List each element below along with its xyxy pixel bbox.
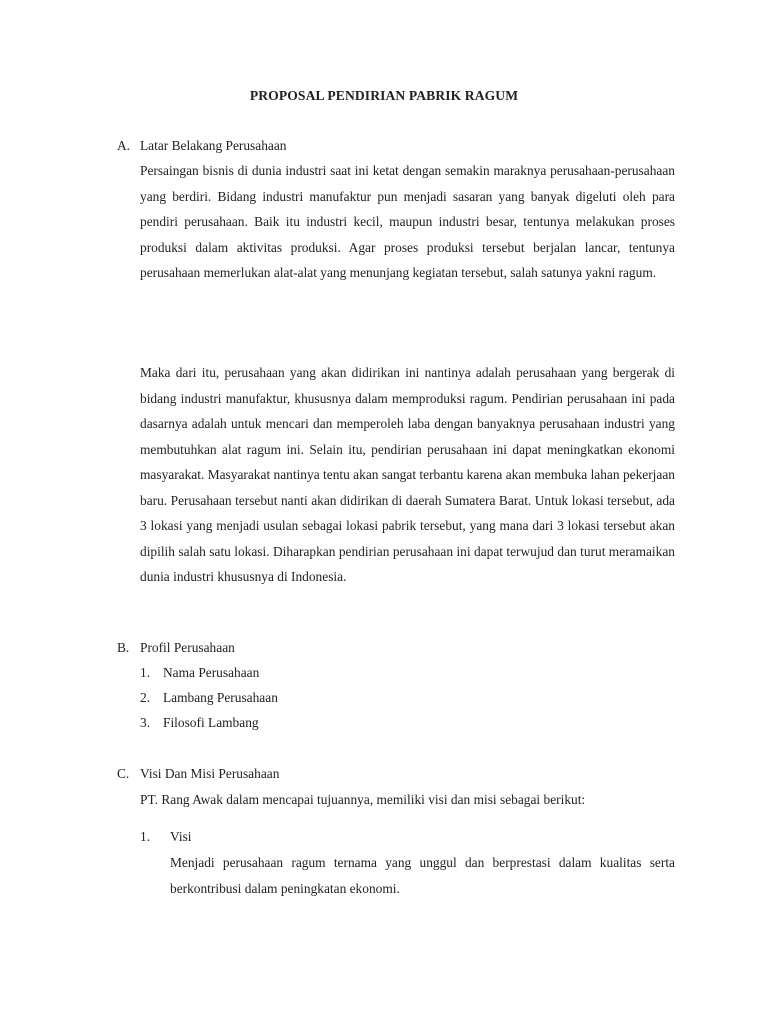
list-item-number: 1. (140, 665, 151, 680)
list-item-number: 3. (140, 715, 151, 730)
sub-item-number: 1. (140, 829, 151, 844)
visi-text: Menjadi perusahaan ragum ternama yang unggul dan berprestasi dalam kualitas serta berkontribusi dalam peningkatan ekonomi. (170, 855, 675, 896)
visi-heading: Visi (170, 829, 192, 844)
section-a-paragraph-2: Maka dari itu, perusahaan yang akan didirikan ini nantinya adalah perusahaan yang bergerak di bidang industri manufaktur, khususnya dalam memproduksi ragum. Pendirian perusahaan ini pada dasarnya adalah untuk mencari dan memperoleh laba dengan banyaknya perusahaan industri yang membutuhkan alat ragum ini. Selain itu, pendirian perusahaan ini dapat meningkatkan ekonomi masyarakat. Masyarakat nantinya tentu akan sangat terbantu karena akan membuka lahan pekerjaan baru. Perusahaan tersebut nanti akan didirikan di daerah Sumatera Barat. Untuk lokasi tersebut, ada 3 lokasi yang menjadi usulan sebagai lokasi pabrik tersebut, yang mana dari 3 lokasi tersebut akan dipilih salah satu lokasi. Diharapkan pendirian perusahaan ini dapat terwujud dan turut meramaikan dunia industri khususnya di Indonesia. (140, 365, 675, 584)
list-item-filosofi-lambang: Filosofi Lambang (163, 715, 259, 730)
section-c-heading: Visi Dan Misi Perusahaan (140, 766, 280, 781)
list-item-lambang-perusahaan: Lambang Perusahaan (163, 690, 278, 705)
section-a-heading: Latar Belakang Perusahaan (140, 138, 287, 153)
list-item-number: 2. (140, 690, 151, 705)
document-title: PROPOSAL PENDIRIAN PABRIK RAGUM (249, 88, 519, 103)
section-a-letter: A. (117, 138, 131, 153)
section-c-intro: PT. Rang Awak dalam mencapai tujuannya, memiliki visi dan misi sebagai berikut: (140, 792, 586, 807)
section-b-letter: B. (117, 640, 130, 655)
section-b-heading: Profil Perusahaan (140, 640, 235, 655)
section-a-paragraph-1: Persaingan bisnis di dunia industri saat ini ketat dengan semakin maraknya perusahaan-perusahaan yang berdiri. Bidang industri manufaktur pun menjadi sasaran yang banyak digeluti oleh para pendiri perusahaan. Baik itu industri kecil, maupun industri besar, tentunya melakukan proses produksi dalam aktivitas produksi. Agar proses produksi tersebut berjalan lancar, tentunya perusahaan memerlukan alat-alat yang menunjang kegiatan tersebut, salah satunya yakni ragum. (140, 163, 675, 280)
section-c-letter: C. (117, 766, 130, 781)
list-item-nama-perusahaan: Nama Perusahaan (163, 665, 260, 680)
